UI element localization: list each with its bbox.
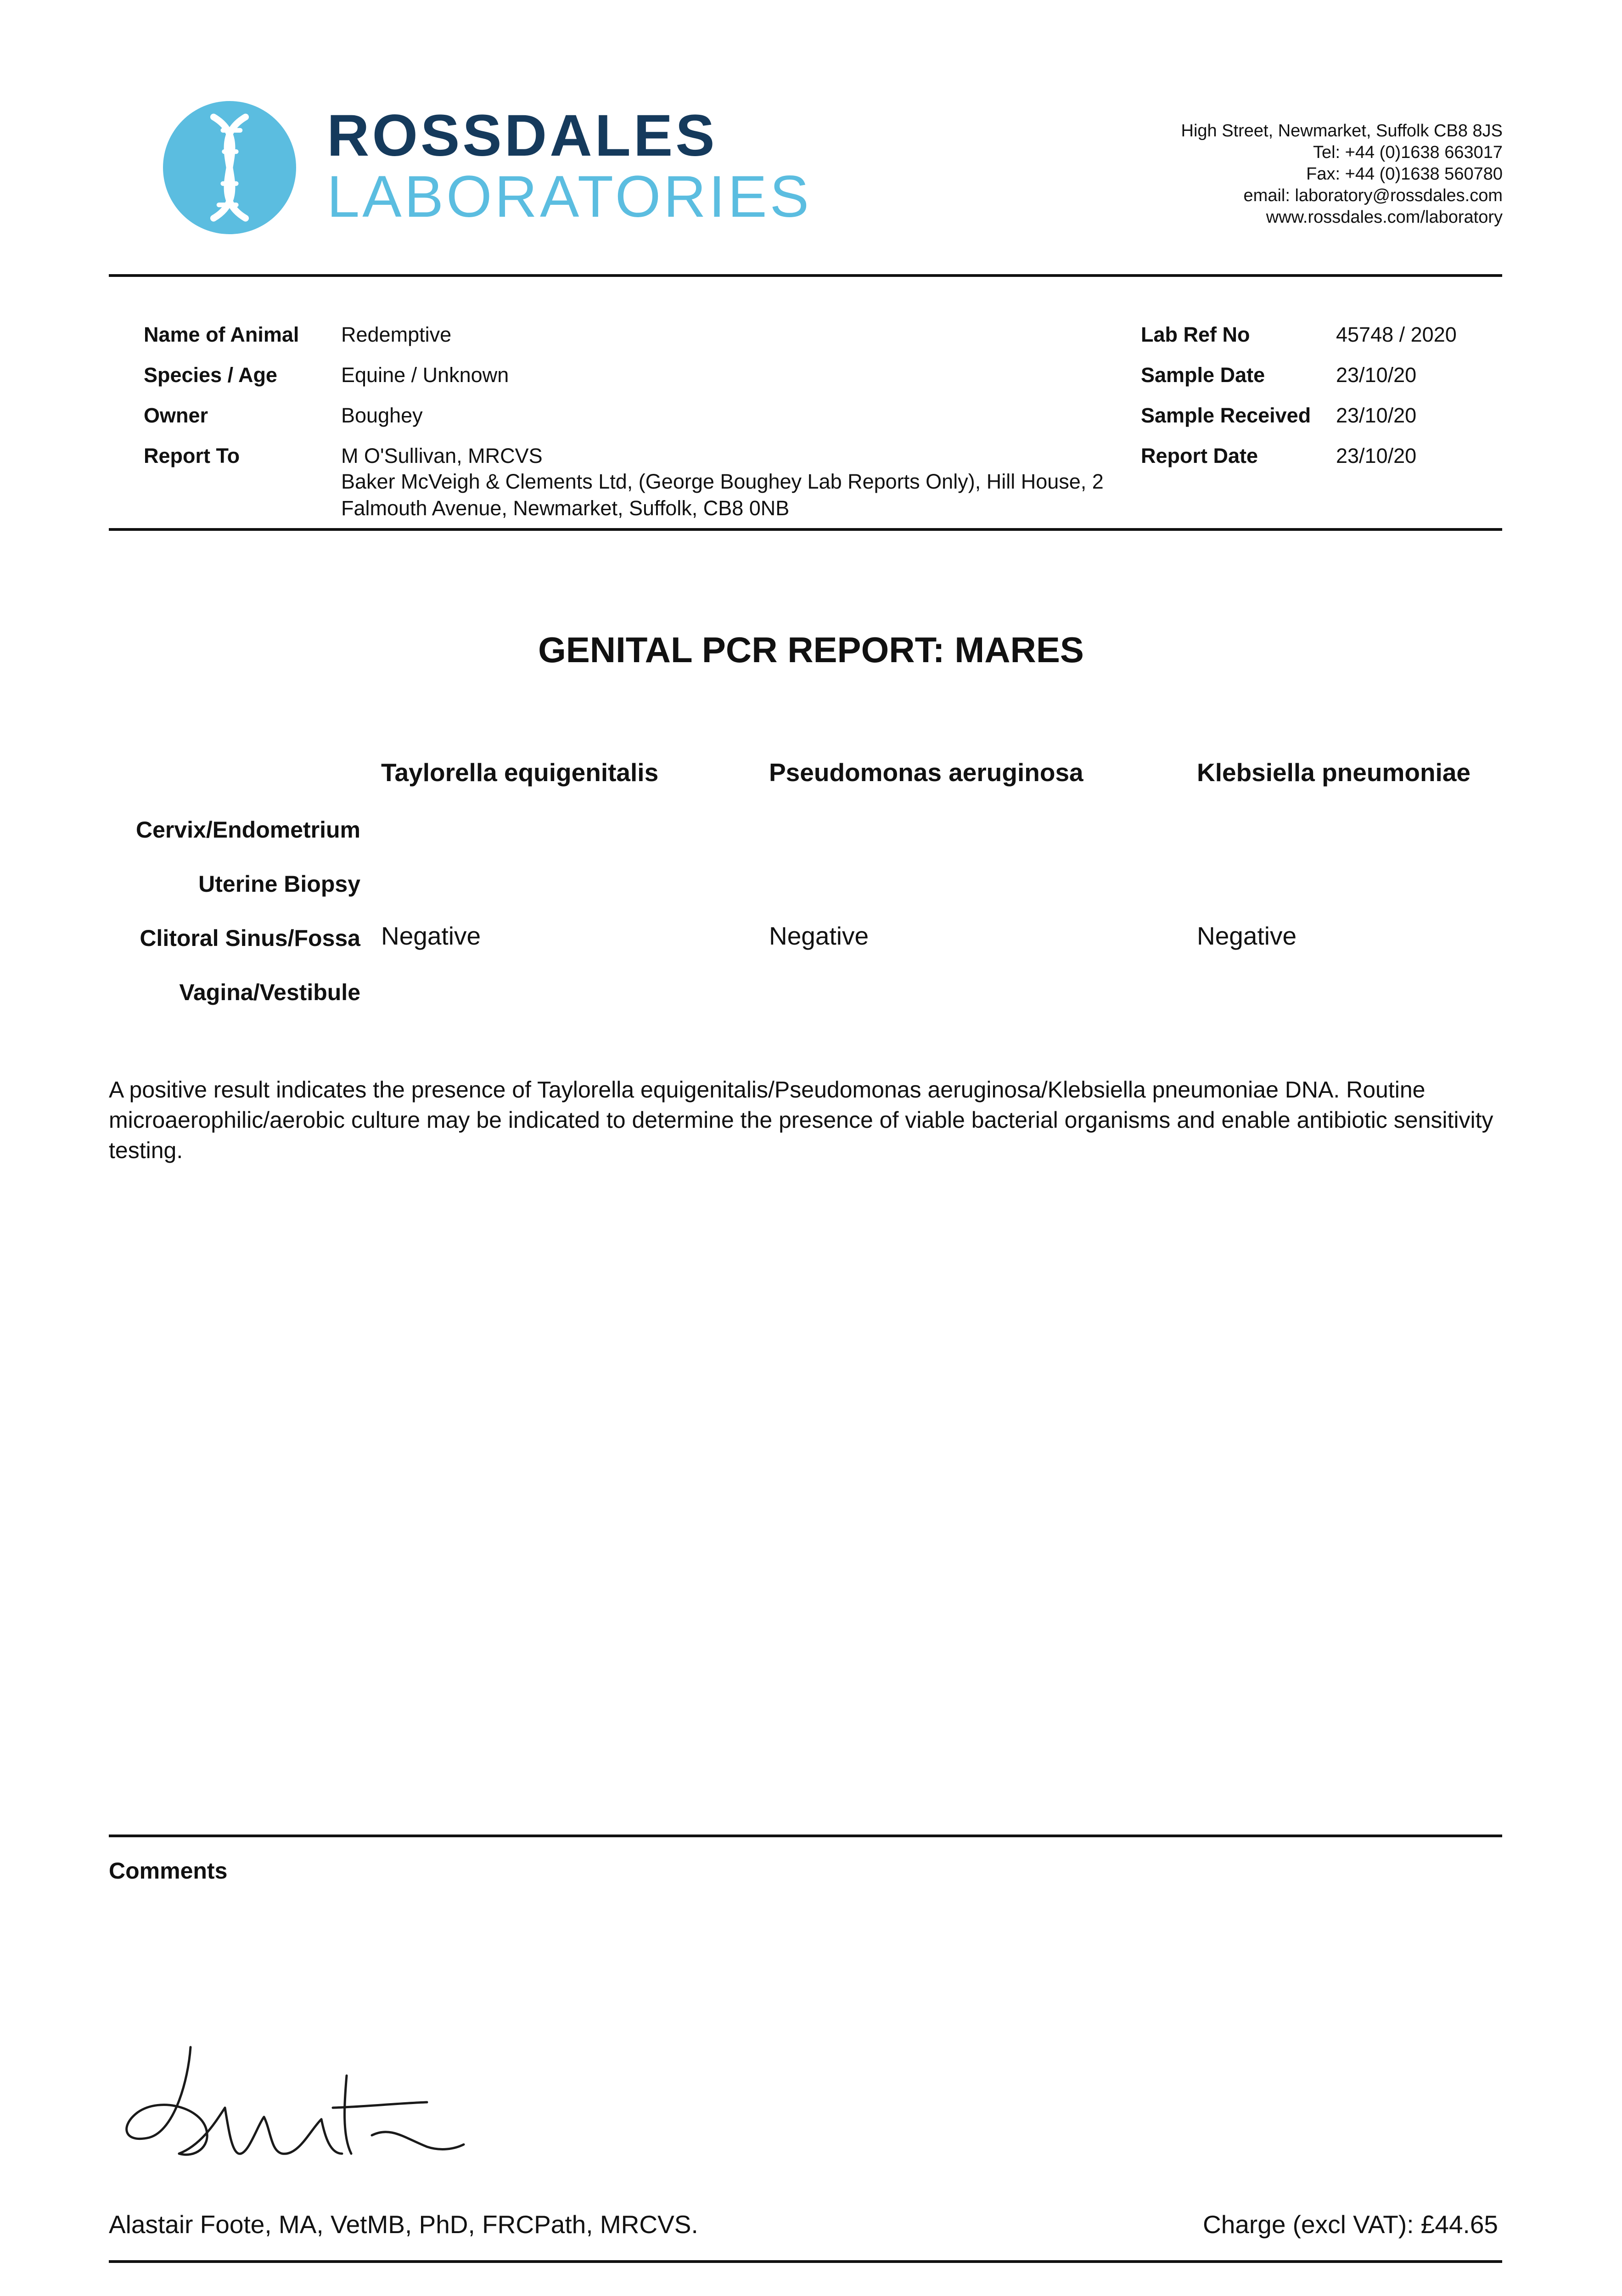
row-header-uterine-biopsy: Uterine Biopsy (198, 871, 360, 897)
column-header-klebsiella: Klebsiella pneumoniae (1197, 758, 1471, 787)
result-cell: Negative (769, 922, 869, 950)
result-interpretation-note: A positive result indicates the presence of Taylorella equigenitalis/Pseudomonas aeruginosa/Klebsiella pneumoniae DNA. Routine microaerophilic/aerobic culture may be indicated to determine the presence of viable bacterial organisms and enable antibiotic sensitivity testing. (109, 1077, 1493, 1163)
header-divider (109, 274, 1502, 277)
owner-label: Owner (144, 404, 208, 427)
report-title: GENITAL PCR REPORT: MARES (538, 630, 1084, 670)
report-to-label: Report To (144, 444, 240, 467)
column-header-pseudomonas: Pseudomonas aeruginosa (769, 758, 1083, 787)
sample-received-label: Sample Received (1141, 404, 1311, 427)
charge-amount: Charge (excl VAT): £44.65 (1203, 2210, 1498, 2239)
sample-date-value: 23/10/20 (1336, 363, 1417, 387)
result-cell: Negative (1197, 922, 1297, 950)
info-divider (109, 528, 1502, 531)
comments-divider (109, 1835, 1502, 1837)
dna-helix-icon (163, 101, 296, 234)
report-date-label: Report Date (1141, 444, 1258, 467)
signature-image (106, 2039, 473, 2186)
sample-received-value: 23/10/20 (1336, 404, 1417, 427)
address-email: email: laboratory@rossdales.com (1243, 186, 1503, 205)
row-header-clitoral-sinus-fossa: Clitoral Sinus/Fossa (140, 925, 360, 951)
lab-address (1181, 120, 1503, 228)
address-street: High Street, Newmarket, Suffolk CB8 8JS (1181, 121, 1503, 141)
report-date-value: 23/10/20 (1336, 444, 1417, 467)
sample-date-label: Sample Date (1141, 363, 1265, 387)
address-tel: Tel: +44 (0)1638 663017 (1313, 143, 1503, 162)
lab-ref-value: 45748 / 2020 (1336, 323, 1457, 346)
row-header-cervix-endometrium: Cervix/Endometrium (135, 817, 360, 843)
species-age-value: Equine / Unknown (341, 363, 509, 387)
footer-divider (109, 2260, 1502, 2263)
address-fax: Fax: +44 (0)1638 560780 (1306, 164, 1503, 184)
name-of-animal-value: Redemptive (341, 323, 452, 346)
report-to-value: M O'Sullivan, MRCVS (341, 444, 543, 467)
comments-label: Comments (109, 1858, 228, 1884)
species-age-label: Species / Age (144, 363, 277, 387)
name-of-animal-label: Name of Animal (144, 323, 299, 346)
lab-ref-label: Lab Ref No (1141, 323, 1250, 346)
column-header-taylorella: Taylorella equigenitalis (381, 758, 659, 787)
signatory-name: Alastair Foote, MA, VetMB, PhD, FRCPath, MRCVS. (109, 2210, 698, 2239)
owner-value: Boughey (341, 404, 423, 427)
brand-subtitle: LABORATORIES (327, 164, 812, 230)
row-header-vagina-vestibule: Vagina/Vestibule (179, 979, 360, 1005)
brand-name: ROSSDALES (327, 103, 718, 169)
report-to-address: Baker McVeigh & Clements Ltd, (George Boughey Lab Reports Only), Hill House, 2 Falmouth Avenue, Newmarket, Suffolk, CB8 0NB (341, 470, 1104, 520)
address-website: www.rossdales.com/laboratory (1266, 208, 1503, 227)
result-cell: Negative (381, 922, 481, 950)
